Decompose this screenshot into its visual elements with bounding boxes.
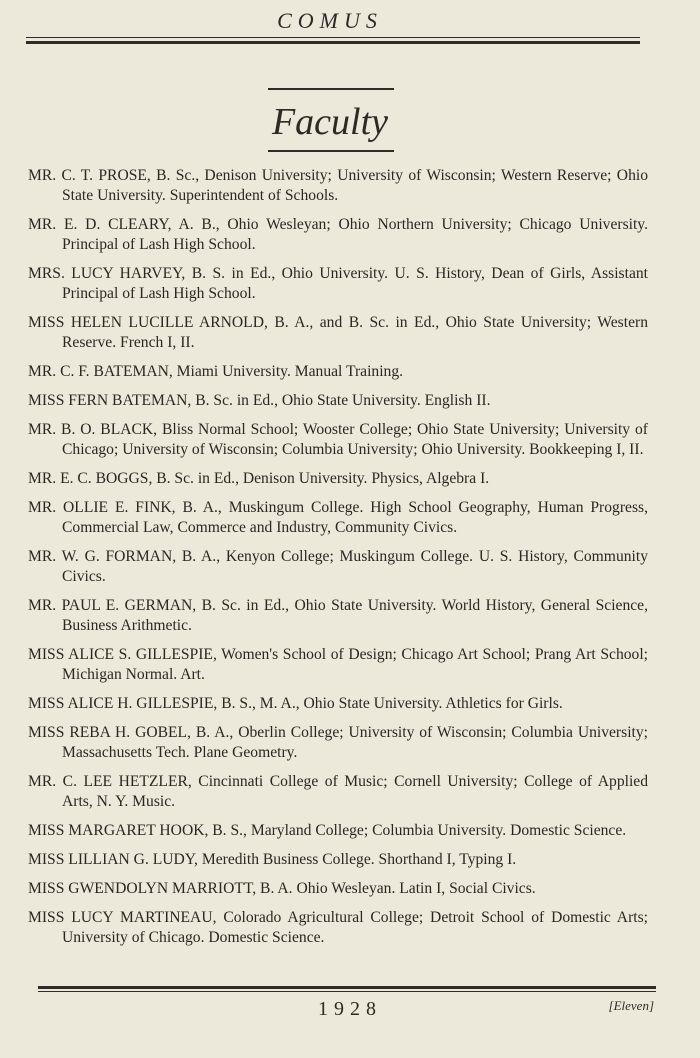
faculty-entry: MISS FERN BATEMAN, B. Sc. in Ed., Ohio State University. English II.	[28, 392, 491, 409]
faculty-entry: MISS HELEN LUCILLE ARNOLD, B. A., and B. Sc. in Ed., Ohio State University; Western Reserve. French I, II.	[28, 314, 648, 351]
faculty-entry: MR. E. C. BOGGS, B. Sc. in Ed., Denison University. Physics, Algebra I.	[28, 470, 490, 487]
running-header: COMUS	[277, 8, 383, 33]
faculty-entry: MR. PAUL E. GERMAN, B. Sc. in Ed., Ohio State University. World History, General Science, Business Arithmetic.	[28, 597, 648, 634]
title-rule-bottom	[268, 150, 394, 152]
page-number: [Eleven]	[608, 998, 654, 1013]
faculty-entry: MISS ALICE H. GILLESPIE, B. S., M. A., Ohio State University. Athletics for Girls.	[28, 695, 563, 712]
footer-year: 1928	[318, 998, 382, 1020]
faculty-entry: MR. OLLIE E. FINK, B. A., Muskingum College. High School Geography, Human Progress, Commercial Law, Commerce and Industry, Community Civics.	[28, 499, 648, 536]
faculty-entry: MISS ALICE S. GILLESPIE, Women's School of Design; Chicago Art School; Prang Art School; Michigan Normal. Art.	[28, 646, 648, 683]
faculty-entry: MISS LILLIAN G. LUDY, Meredith Business College. Shorthand I, Typing I.	[28, 851, 517, 868]
faculty-entry: MISS REBA H. GOBEL, B. A., Oberlin College; University of Wisconsin; Columbia University; Massachusetts Tech. Plane Geometry.	[28, 724, 648, 761]
faculty-entry: MISS MARGARET HOOK, B. S., Maryland College; Columbia University. Domestic Science.	[28, 822, 627, 839]
faculty-entry: MISS GWENDOLYN MARRIOTT, B. A. Ohio Wesleyan. Latin I, Social Civics.	[28, 880, 536, 897]
faculty-entry: MISS LUCY MARTINEAU, Colorado Agricultural College; Detroit School of Domestic Arts; University of Chicago. Domestic Science.	[28, 909, 648, 946]
title-rule-top	[268, 88, 394, 90]
section-title: Faculty	[271, 101, 389, 143]
faculty-entry: MR. C. F. BATEMAN, Miami University. Manual Training.	[28, 363, 404, 380]
faculty-entry: MRS. LUCY HARVEY, B. S. in Ed., Ohio University. U. S. History, Dean of Girls, Assistant Principal of Lash High School.	[28, 265, 648, 302]
faculty-entry: MR. C. LEE HETZLER, Cincinnati College of Music; Cornell University; College of Applied Arts, N. Y. Music.	[28, 773, 648, 810]
faculty-entry: MR. B. O. BLACK, Bliss Normal School; Wooster College; Ohio State University; University of Chicago; University of Wisconsin; Columbia University; Ohio University. Bookkeeping I, II.	[28, 421, 648, 458]
footer-rule-top	[38, 986, 656, 989]
header-rule-bottom	[26, 41, 640, 44]
faculty-entry: MR. W. G. FORMAN, B. A., Kenyon College; Muskingum College. U. S. History, Community Civics.	[28, 548, 648, 585]
faculty-entry: MR. C. T. PROSE, B. Sc., Denison University; University of Wisconsin; Western Reserve; Ohio State University. Superintendent of Schools.	[28, 167, 648, 204]
footer-rule-bottom	[38, 991, 656, 992]
faculty-list	[28, 166, 648, 957]
faculty-entry: MR. E. D. CLEARY, A. B., Ohio Wesleyan; Ohio Northern University; Chicago University. Principal of Lash High School.	[28, 216, 648, 253]
header-rule-top	[26, 37, 640, 38]
